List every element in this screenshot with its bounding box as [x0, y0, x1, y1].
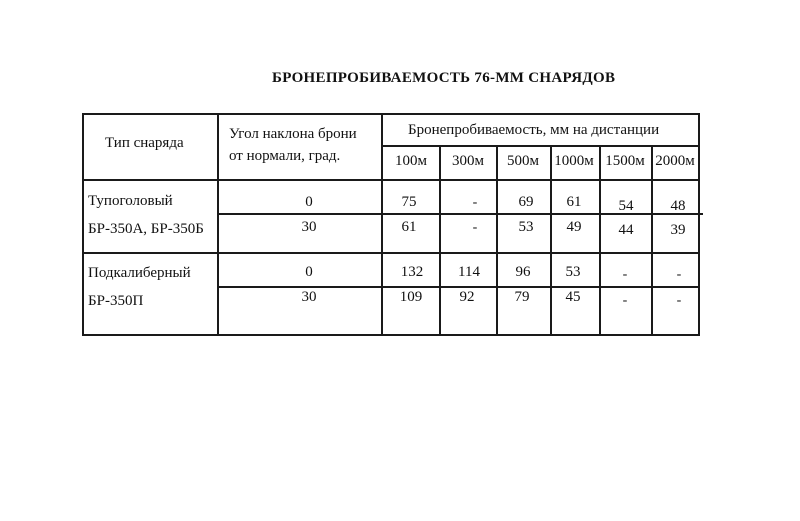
group2-name-line2: БР-350П	[88, 293, 144, 309]
table-border-top	[82, 113, 700, 115]
group2-row2-angle: 30	[301, 289, 317, 305]
group2-row1-500: 96	[515, 264, 531, 280]
group2-name-line1: Подкалиберный	[88, 265, 191, 281]
group2-row2-500: 79	[514, 289, 530, 305]
header-distance-100: 100м	[395, 153, 427, 169]
group2-row1-angle: 0	[305, 264, 313, 280]
group2-row1-100: 132	[400, 264, 424, 280]
group1-row2-100: 61	[401, 219, 417, 235]
header-distance-1000: 1000м	[554, 153, 594, 169]
group1-row2-2000: 39	[670, 222, 686, 238]
group1-row1-300: -	[472, 195, 478, 210]
col-divider-500	[496, 145, 498, 336]
group1-row1-500: 69	[518, 194, 534, 210]
group2-row2-300: 92	[459, 289, 475, 305]
col-divider-300	[439, 145, 441, 336]
group2-row2-1500: -	[622, 293, 628, 308]
header-angle-line1: Угол наклона брони	[229, 126, 357, 142]
header-angle-line2: от нормали, град.	[229, 148, 341, 164]
group2-row2-1000: 45	[565, 289, 581, 305]
table-border-right	[698, 113, 700, 336]
group1-row1-2000: 48	[670, 198, 686, 214]
group1-row1-1500: 54	[618, 198, 634, 214]
header-penetration: Бронепробиваемость, мм на дистанции	[408, 122, 660, 138]
header-distance-1500: 1500м	[605, 153, 645, 169]
col-divider-1500	[599, 145, 601, 336]
group1-row2-300: -	[472, 220, 478, 235]
group2-row1-2000: -	[676, 267, 682, 282]
header-shell-type: Тип снаряда	[105, 135, 184, 151]
col-divider-angle	[381, 113, 383, 336]
group1-row1-1000: 61	[566, 194, 582, 210]
col-divider-type	[217, 113, 219, 336]
group2-row1-300: 114	[458, 264, 480, 280]
group1-row2-angle: 30	[301, 219, 317, 235]
group1-row2-1500: 44	[618, 222, 634, 238]
group1-row2-500: 53	[518, 219, 534, 235]
group2-row2-2000: -	[676, 293, 682, 308]
group2-row1-1000: 53	[565, 264, 581, 280]
col-divider-2000	[651, 145, 653, 336]
group1-name-line1: Тупоголовый	[88, 193, 173, 209]
group2-row1-1500: -	[622, 267, 628, 282]
group1-row2-1000: 49	[566, 219, 582, 235]
header-distance-300: 300м	[452, 153, 484, 169]
group1-row1-100: 75	[401, 194, 417, 210]
group1-name-line2: БР-350А, БР-350Б	[88, 221, 204, 237]
page-title: БРОНЕПРОБИВАЕМОСТЬ 76-ММ СНАРЯДОВ	[272, 70, 616, 86]
table-border-bottom	[82, 334, 700, 336]
col-divider-1000	[550, 145, 552, 336]
group1-row1-angle: 0	[305, 194, 313, 210]
table-border-left	[82, 113, 84, 336]
group2-row2-100: 109	[399, 289, 423, 305]
header-bottom-border	[82, 179, 700, 181]
header-distance-500: 500м	[507, 153, 539, 169]
group-divider	[82, 252, 700, 254]
header-distance-2000: 2000м	[655, 153, 695, 169]
